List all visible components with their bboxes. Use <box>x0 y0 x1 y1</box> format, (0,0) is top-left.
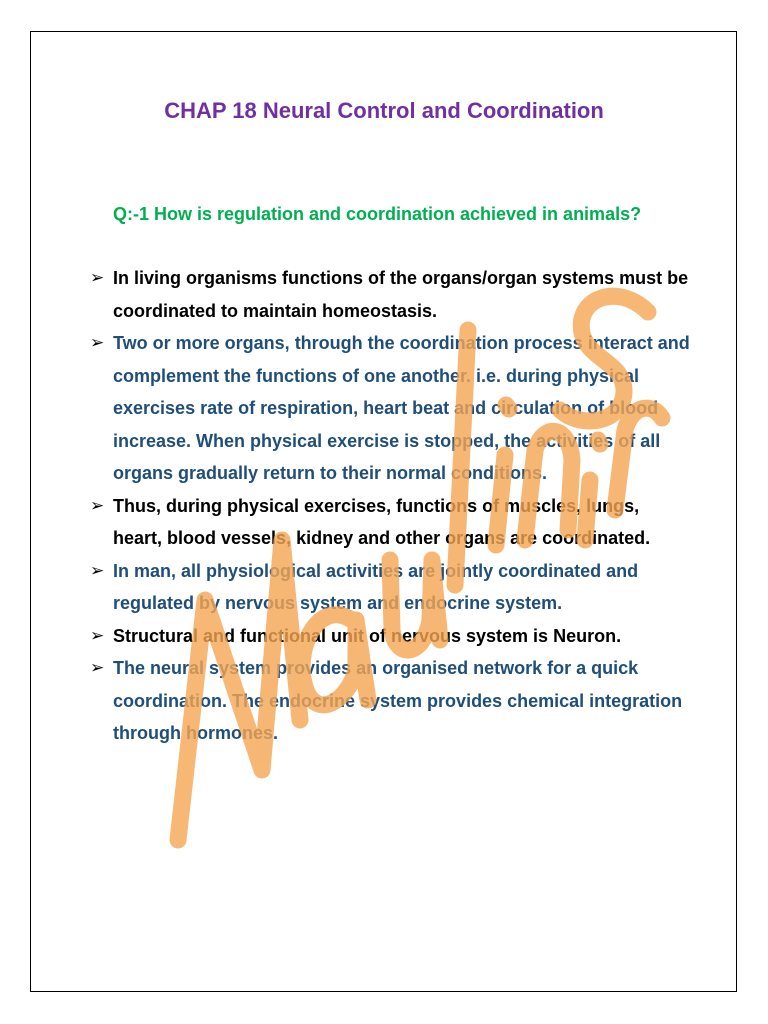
list-item <box>90 490 690 555</box>
arrowhead-bullet-icon: ➢ <box>90 268 105 288</box>
bullet-list <box>90 262 690 750</box>
list-item-text: The neural system provides an organised network for a quick coordination. The endocrine system provides chemical integration through hormones. <box>113 658 683 743</box>
list-item <box>90 327 690 490</box>
list-item <box>90 620 690 653</box>
arrowhead-bullet-icon: ➢ <box>90 495 105 516</box>
page-title: CHAP 18 Neural Control and Coordination <box>164 98 604 123</box>
list-item-text: In man, all physiological activities are jointly coordinated and regulated by nervous system and endocrine system. <box>113 560 639 613</box>
list-item-text: In living organisms functions of the organs/organ systems must be coordinated to maintain homeostasis. <box>113 268 689 321</box>
arrowhead-bullet-icon: ➢ <box>90 333 105 353</box>
list-item-text: Thus, during physical exercises, functions of muscles, lungs, heart, blood vessels, kidney and other organs are coordinated. <box>113 495 651 548</box>
arrowhead-bullet-icon: ➢ <box>90 658 105 678</box>
arrowhead-bullet-icon: ➢ <box>90 560 105 581</box>
list-item <box>90 652 690 750</box>
list-item-text: Structural and functional unit of nervous system is Neuron. <box>113 625 622 646</box>
list-item <box>90 555 690 620</box>
question-heading: Q:-1 How is regulation and coordination achieved in animals? <box>113 204 642 224</box>
list-item-text: Two or more organs, through the coordination process interact and complement the functions of one another. i.e. during physical exercises rate of respiration, heart beat and circulation of blood increase. When physical exercise is stopped, the activities of all organs gradually return to their normal conditions. <box>113 333 690 483</box>
list-item <box>90 262 690 327</box>
arrowhead-bullet-icon: ➢ <box>90 625 105 646</box>
